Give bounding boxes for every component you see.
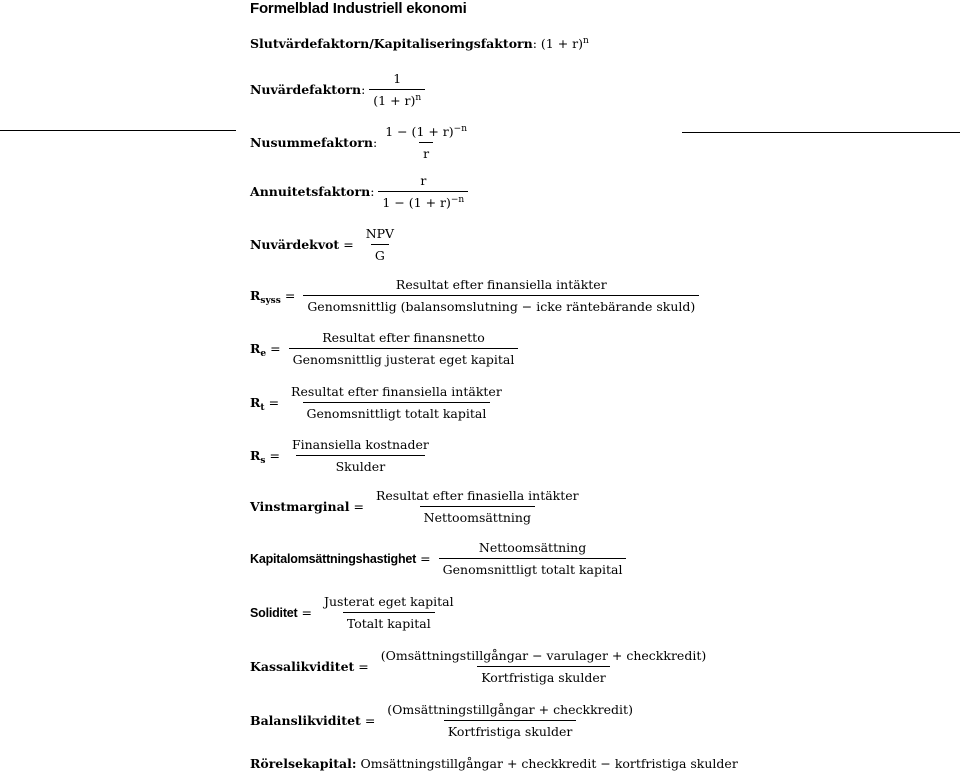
label-subscript: e <box>260 349 267 359</box>
formula-nuvardekvot <box>250 226 398 263</box>
formula-separator: = <box>343 237 354 252</box>
fraction-denominator: Kortfristiga skulder <box>477 666 609 685</box>
label-symbol: R <box>250 395 261 410</box>
fraction <box>320 594 458 631</box>
denominator-exponent: n <box>415 93 422 103</box>
formula-separator: = <box>284 288 296 303</box>
formula-label <box>250 288 281 306</box>
formula-separator: = <box>353 499 364 514</box>
fraction <box>369 71 425 108</box>
fraction <box>439 540 627 577</box>
fraction-numerator: Resultat efter finansiella intäkter <box>395 277 607 292</box>
fraction-denominator: r <box>419 142 433 161</box>
formula-separator: = <box>358 659 369 674</box>
fraction-denominator <box>378 191 468 210</box>
formula-annuitetsfaktorn <box>250 173 468 210</box>
fraction <box>303 277 699 314</box>
page-title: Formelblad Industriell ekonomi <box>250 0 467 17</box>
formula-nuvardefaktorn <box>250 71 425 108</box>
formula-slutvardefaktorn <box>250 36 589 51</box>
formula-separator: = <box>270 341 281 356</box>
fraction-denominator: Kortfristiga skulder <box>444 720 576 739</box>
horizontal-rule-right <box>682 132 960 133</box>
formula-label <box>250 448 266 466</box>
formula-separator: = <box>301 605 312 620</box>
fraction-numerator: NPV <box>365 226 395 241</box>
fraction <box>288 437 433 474</box>
label-symbol: R <box>250 448 261 463</box>
fraction-denominator: Nettoomsättning <box>420 506 535 525</box>
fraction <box>381 124 471 161</box>
formula-r-s <box>250 437 433 474</box>
label-symbol: R <box>250 288 261 303</box>
formula-label: Kassalikviditet <box>250 659 355 674</box>
fraction-denominator: Genomsnittlig justerat eget kapital <box>289 348 519 367</box>
fraction <box>362 226 398 263</box>
formula-label: Rörelsekapital: <box>250 756 357 771</box>
formula-label: Nuvärdefaktorn <box>250 82 362 97</box>
formula-label: Soliditet <box>250 605 298 620</box>
fraction <box>372 488 583 525</box>
fraction <box>289 330 519 367</box>
fraction-numerator: Justerat eget kapital <box>324 594 454 609</box>
fraction-numerator: r <box>420 173 427 188</box>
fraction-numerator: Resultat efter finasiella intäkter <box>375 488 579 503</box>
formula-separator: : <box>370 184 375 199</box>
formula-r-t <box>250 384 506 421</box>
denominator-exponent: −n <box>450 195 465 205</box>
fraction-denominator: Skulder <box>296 455 426 474</box>
formula-nusummefaktorn <box>250 124 471 161</box>
formula-label <box>250 341 267 359</box>
numerator-exponent: −n <box>453 124 468 134</box>
fraction-numerator: Nettoomsättning <box>478 540 587 555</box>
fraction-denominator: Totalt kapital <box>343 612 435 631</box>
formula-separator: = <box>420 551 431 566</box>
fraction <box>383 702 637 739</box>
formula-vinstmarginal <box>250 488 583 525</box>
fraction <box>378 173 468 210</box>
formula-balanslikviditet <box>250 702 637 739</box>
fraction-numerator: (Omsättningstillgångar + checkkredit) <box>387 702 633 717</box>
formula-expression <box>541 36 589 51</box>
formula-separator: : <box>361 82 366 97</box>
formula-label: Nuvärdekvot <box>250 237 340 252</box>
formula-kassalikviditet <box>250 648 710 685</box>
fraction <box>287 384 506 421</box>
formula-label: Slutvärdefaktorn/Kapitaliseringsfaktorn <box>250 36 533 51</box>
formula-label: Vinstmarginal <box>250 499 350 514</box>
formula-separator: = <box>268 395 280 410</box>
horizontal-rule-left <box>0 130 236 131</box>
numerator-base: 1 − (1 + r) <box>385 124 454 139</box>
formula-expression: Omsättningstillgångar + checkkredit − kortfristiga skulder <box>360 756 738 771</box>
denominator-base: 1 − (1 + r) <box>382 195 451 210</box>
fraction-numerator <box>381 124 471 142</box>
formula-separator: = <box>364 713 376 728</box>
expression-exponent: n <box>583 36 589 46</box>
label-symbol: R <box>250 341 261 356</box>
formula-label: Balanslikviditet <box>250 713 361 728</box>
denominator-base: (1 + r) <box>373 93 416 108</box>
formula-separator: : <box>372 135 378 150</box>
formula-label: Annuitetsfaktorn <box>250 184 371 199</box>
formula-label: Kapitalomsättningshastighet <box>250 551 417 566</box>
fraction-denominator: G <box>371 244 389 263</box>
expression-base: (1 + r) <box>540 36 584 51</box>
fraction-denominator: Genomsnittlig (balansomslutning − icke räntebärande skuld) <box>303 295 699 314</box>
formula-separator: : <box>532 36 537 51</box>
formula-label: Nusummefaktorn <box>250 135 373 150</box>
fraction-denominator <box>369 89 425 108</box>
fraction <box>377 648 710 685</box>
formula-soliditet <box>250 594 458 631</box>
fraction-numerator: 1 <box>393 71 402 86</box>
fraction-numerator: Finansiella kostnader <box>291 437 429 452</box>
fraction-denominator: Genomsnittligt totalt kapital <box>303 402 491 421</box>
label-subscript: syss <box>260 296 281 306</box>
fraction-numerator: Resultat efter finansiella intäkter <box>291 384 502 399</box>
fraction-numerator: Resultat efter finansnetto <box>322 330 485 345</box>
formula-r-syss <box>250 277 699 314</box>
formula-label <box>250 395 265 413</box>
formula-rorelsekapital <box>250 756 738 771</box>
fraction-denominator: Genomsnittligt totalt kapital <box>439 558 627 577</box>
formula-r-e <box>250 330 518 367</box>
label-subscript: t <box>260 403 265 413</box>
formula-separator: = <box>269 448 280 463</box>
formula-kapitalomsattningshastighet <box>250 540 626 577</box>
label-subscript: s <box>260 456 266 466</box>
fraction-numerator: (Omsättningstillgångar − varulager + checkkredit) <box>380 648 707 663</box>
